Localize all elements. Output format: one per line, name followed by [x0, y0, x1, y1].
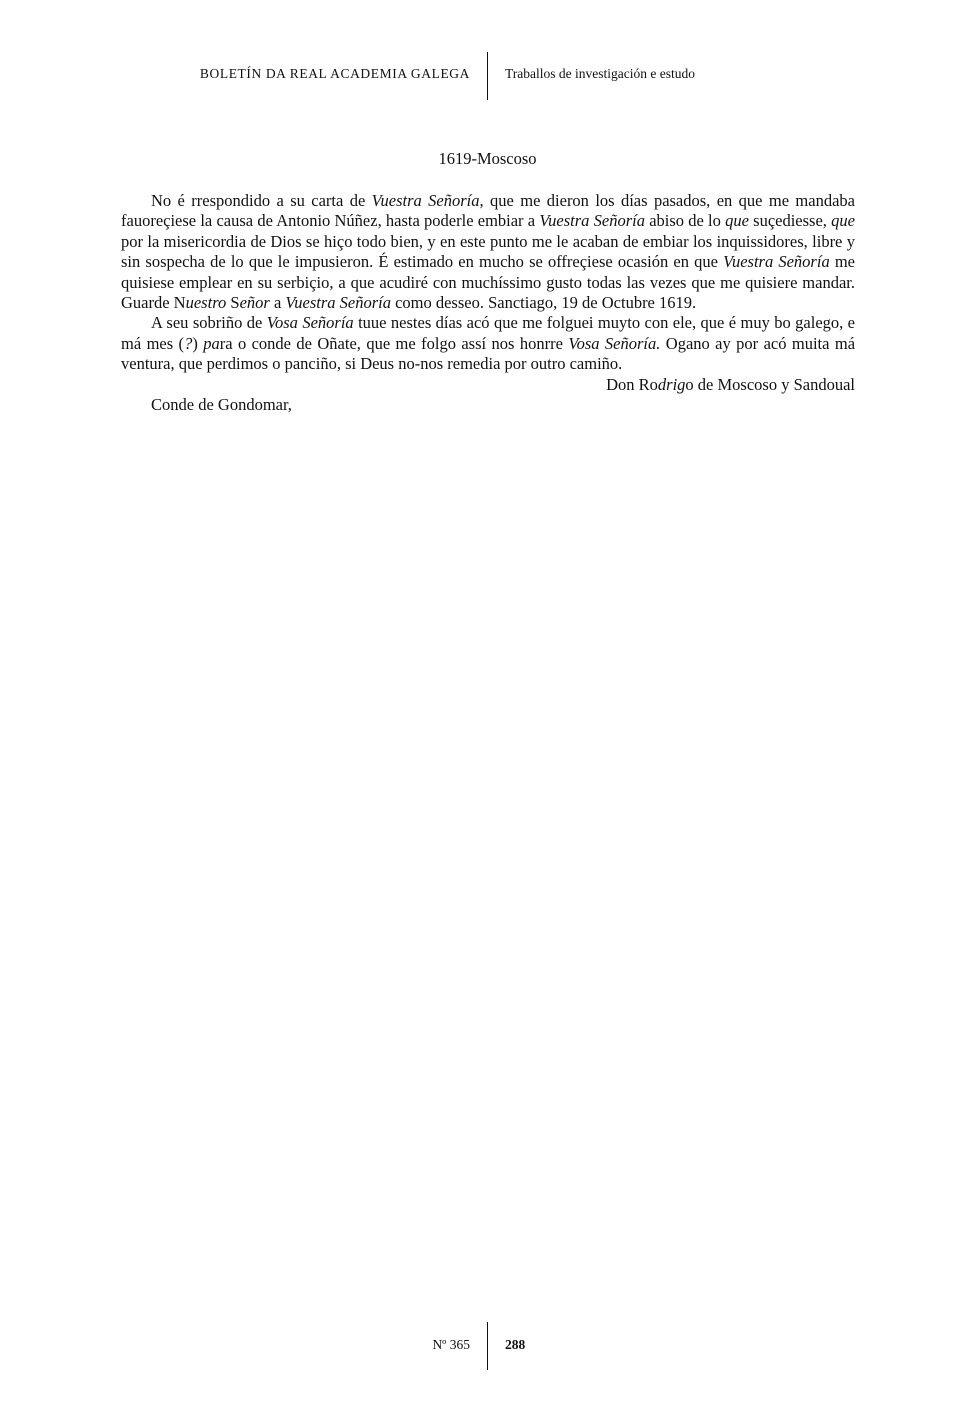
paragraph-2	[121, 313, 855, 374]
text-run: por la misericordia de Dios se hiço todo bien, y en este punto me le acaban de embiar los inquissidores, libre y sin sospecha de lo que le impusieron. É estimado en mucho se offreçiese ocasión en que	[121, 231, 855, 272]
italic-run: drig	[657, 374, 686, 394]
text-run: S	[226, 293, 240, 313]
italic-run: Vuestra Señoría	[539, 211, 645, 231]
italic-run: Vosa Señoría	[266, 313, 354, 333]
text-run: , que me dieron los días pasados, en que me mandaba fauoreçiese la causa de Antonio Núñez, hasta poderle embiar a	[121, 191, 855, 231]
closing-line: Conde de Gondomar,	[151, 395, 292, 415]
text-run: Don Ro	[606, 374, 658, 394]
footer-divider	[487, 1322, 488, 1370]
text-run: No é rrespondido a su carta de	[151, 191, 372, 210]
text-run: como desseo. Sanctiago, 19 de Octubre 1619.	[390, 293, 697, 313]
text-run: A seu sobriño de	[151, 313, 267, 333]
italic-run: uestro	[185, 293, 227, 313]
page-header	[0, 52, 975, 100]
text-run: me quisiese emplear en su serbiçio, a que acudiré con muchíssimo gusto todas las vezes que me quisiere mandar. Guarde N	[121, 252, 856, 313]
italic-run: pa	[203, 333, 220, 353]
journal-title: BOLETÍN DA REAL ACADEMIA GALEGA	[199, 66, 470, 81]
header-divider	[487, 52, 488, 100]
signature	[121, 375, 855, 395]
section-title: Traballos de investigación e estudo	[505, 66, 695, 81]
text-run: a	[269, 293, 286, 313]
text-run: tuue nestes días acó que me folguei muyto con ele, que é muy bo galego, e má mes (	[121, 313, 856, 353]
italic-run: ?	[184, 333, 193, 353]
text-run: Ogano ay por acó muita má ventura, que perdimos o panciño, si Deus no-nos remedia por outro camiño.	[121, 333, 856, 374]
paragraph-1	[121, 191, 855, 313]
page-footer	[0, 1322, 975, 1370]
text-run: suçediesse,	[748, 211, 832, 231]
page-number: 288	[505, 1337, 526, 1352]
text-run: )	[192, 333, 204, 353]
italic-run: que	[831, 211, 855, 231]
text-run: ra o conde de Oñate, que me folgo assí nos honrre	[219, 333, 569, 353]
document-title: 1619-Moscoso	[438, 149, 537, 168]
italic-run: Vuestra Señoría	[371, 191, 480, 210]
issue-number: Nº 365	[432, 1337, 470, 1352]
text-run: abiso de lo	[644, 211, 726, 231]
letter-body	[121, 191, 855, 415]
italic-run: eñor	[239, 293, 270, 313]
text-run: o de Moscoso y Sandoual	[685, 374, 855, 394]
italic-run: Vosa Señoría.	[568, 333, 661, 353]
italic-run: que	[725, 211, 749, 231]
italic-run: Vuestra Señoría	[285, 293, 391, 313]
italic-run: Vuestra Señoría	[723, 252, 830, 272]
